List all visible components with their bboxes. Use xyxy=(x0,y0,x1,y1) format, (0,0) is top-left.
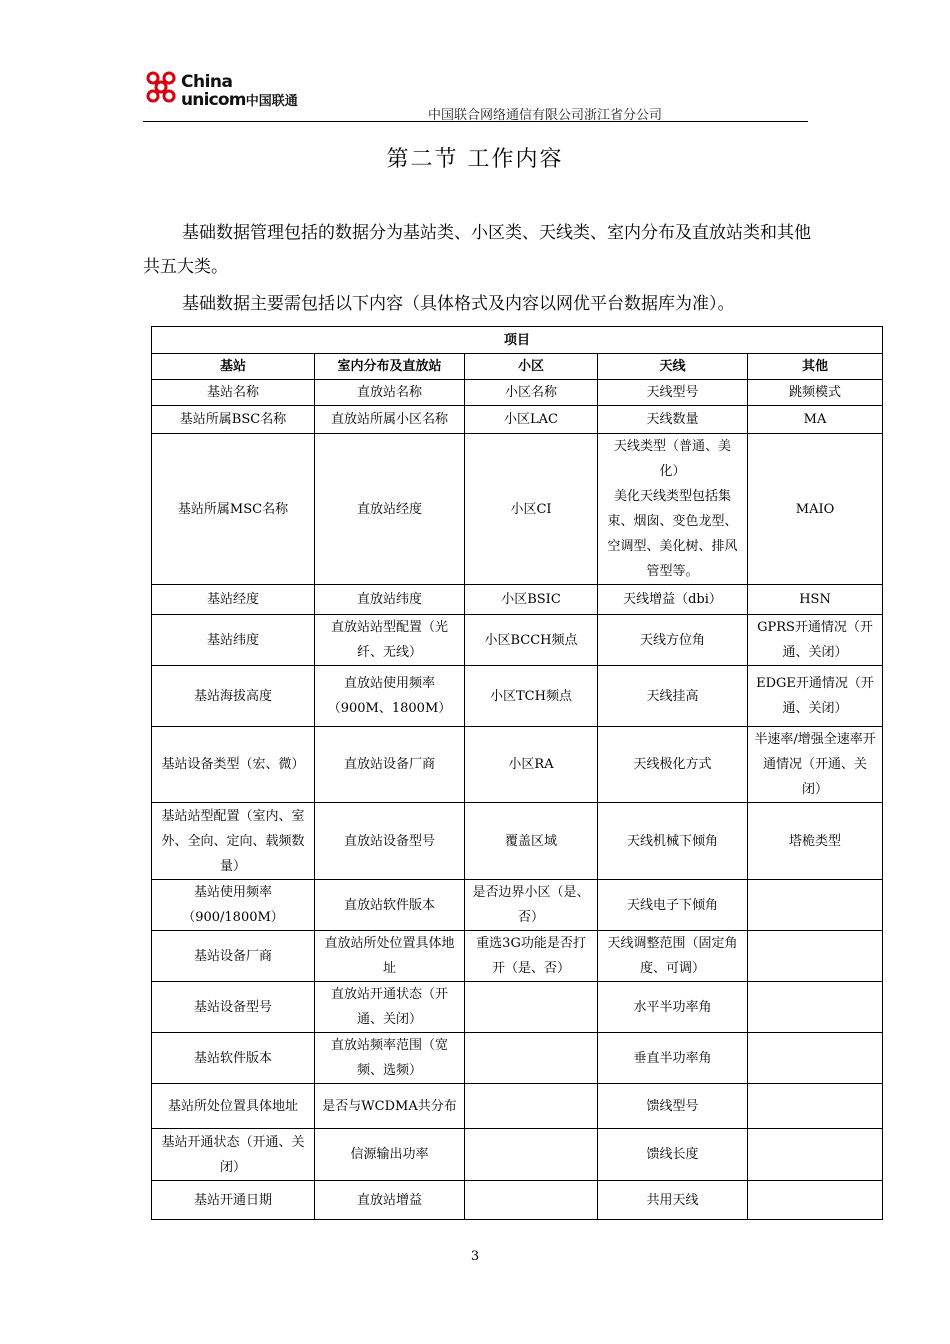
table-cell xyxy=(465,982,598,1033)
table-cell: HSN xyxy=(748,585,883,615)
table-cell: 基站设备厂商 xyxy=(152,931,315,982)
table-cell: 小区BSIC xyxy=(465,585,598,615)
table-cell: 直放站设备型号 xyxy=(315,803,465,880)
table-cell xyxy=(748,880,883,931)
table-cell: 直放站开通状态（开通、关闭） xyxy=(315,982,465,1033)
table-cell: 天线数量 xyxy=(598,406,748,434)
column-header: 小区 xyxy=(465,354,598,380)
table-cell: 基站开通状态（开通、关闭） xyxy=(152,1129,315,1181)
table-cell xyxy=(748,1084,883,1129)
table-cell xyxy=(465,1084,598,1129)
table-cell: 是否边界小区（是、否） xyxy=(465,880,598,931)
table-row xyxy=(152,1084,883,1129)
column-header: 基站 xyxy=(152,354,315,380)
table-cell: 基站站型配置（室内、室外、全向、定向、载频数量） xyxy=(152,803,315,880)
intro-paragraph-2: 基础数据主要需包括以下内容（具体格式及内容以网优平台数据库为准）。 xyxy=(182,294,735,314)
table-body xyxy=(152,380,883,1220)
table-cell: 基站软件版本 xyxy=(152,1033,315,1084)
unicom-knot-icon xyxy=(143,68,179,108)
company-name: 中国联合网络通信有限公司浙江省分公司 xyxy=(428,108,663,123)
table-cell: 小区TCH频点 xyxy=(465,666,598,727)
table-cell: 垂直半功率角 xyxy=(598,1033,748,1084)
table-cell: 共用天线 xyxy=(598,1181,748,1220)
logo-text-china: China xyxy=(181,72,233,92)
table-cell: 小区LAC xyxy=(465,406,598,434)
table-cell: 直放站所处位置具体地址 xyxy=(315,931,465,982)
table-cell: 水平半功率角 xyxy=(598,982,748,1033)
base-data-table xyxy=(151,326,883,1220)
logo-text-unicom-cn: 中国联通 xyxy=(245,94,298,109)
table-row xyxy=(152,727,883,803)
table-cell: 直放站纬度 xyxy=(315,585,465,615)
column-header: 室内分布及直放站 xyxy=(315,354,465,380)
table-cell: 小区名称 xyxy=(465,380,598,406)
table-cell xyxy=(465,1181,598,1220)
table-cell: 天线极化方式 xyxy=(598,727,748,803)
table-cell: 基站使用频率（900/1800M） xyxy=(152,880,315,931)
table-cell: 基站所属BSC名称 xyxy=(152,406,315,434)
table-cell xyxy=(748,1181,883,1220)
table-row xyxy=(152,880,883,931)
section-title: 第二节 工作内容 xyxy=(386,147,564,172)
table-cell: 基站所处位置具体地址 xyxy=(152,1084,315,1129)
table-cell xyxy=(748,1129,883,1181)
table-cell: 直放站站型配置（光纤、无线） xyxy=(315,615,465,666)
table-cell xyxy=(465,1129,598,1181)
column-header: 天线 xyxy=(598,354,748,380)
header-divider xyxy=(143,121,808,122)
table-cell: 基站设备型号 xyxy=(152,982,315,1033)
table-cell: 重选3G功能是否打开（是、否） xyxy=(465,931,598,982)
table-cell: 小区CI xyxy=(465,434,598,585)
table-cell: 跳频模式 xyxy=(748,380,883,406)
table-cell: 基站开通日期 xyxy=(152,1181,315,1220)
table-cell: 天线增益（dbi） xyxy=(598,585,748,615)
table-cell: 天线方位角 xyxy=(598,615,748,666)
logo-text-unicom xyxy=(181,90,298,110)
table-cell: 基站设备类型（宏、微） xyxy=(152,727,315,803)
table-cell: 基站所属MSC名称 xyxy=(152,434,315,585)
table-row xyxy=(152,803,883,880)
china-unicom-logo xyxy=(143,68,323,114)
table-cell xyxy=(748,1033,883,1084)
table-cell xyxy=(465,1033,598,1084)
table-cell: 直放站使用频率（900M、1800M） xyxy=(315,666,465,727)
table-row xyxy=(152,585,883,615)
table-cell: 基站名称 xyxy=(152,380,315,406)
table-cell: 塔桅类型 xyxy=(748,803,883,880)
table-row xyxy=(152,982,883,1033)
table-cell: 基站纬度 xyxy=(152,615,315,666)
table-row xyxy=(152,615,883,666)
table-cell: 馈线长度 xyxy=(598,1129,748,1181)
table-cell: 天线电子下倾角 xyxy=(598,880,748,931)
table-cell: EDGE开通情况（开通、关闭） xyxy=(748,666,883,727)
table-cell: 是否与WCDMA共分布 xyxy=(315,1084,465,1129)
table-cell: 直放站所属小区名称 xyxy=(315,406,465,434)
table-cell: 直放站经度 xyxy=(315,434,465,585)
table-cell: 直放站设备厂商 xyxy=(315,727,465,803)
table-cell: 天线挂高 xyxy=(598,666,748,727)
table-cell: 天线类型（普通、美化） 美化天线类型包括集束、烟囱、变色龙型、空调型、美化树、排风管型等。 xyxy=(598,434,748,585)
table-cell: 直放站软件版本 xyxy=(315,880,465,931)
table-row xyxy=(152,434,883,585)
table-cell: 半速率/增强全速率开通情况（开通、关闭） xyxy=(748,727,883,803)
table-cell: MA xyxy=(748,406,883,434)
column-header: 其他 xyxy=(748,354,883,380)
table-cell: 直放站名称 xyxy=(315,380,465,406)
table-row xyxy=(152,1181,883,1220)
table-row xyxy=(152,931,883,982)
table-row xyxy=(152,666,883,727)
table-cell: 小区BCCH频点 xyxy=(465,615,598,666)
table-cell: 基站经度 xyxy=(152,585,315,615)
intro-paragraph-1: 基础数据管理包括的数据分为基站类、小区类、天线类、室内分布及直放站类和其他共五大类。 xyxy=(143,223,811,277)
table-cell: 直放站频率范围（宽频、选频） xyxy=(315,1033,465,1084)
table-cell: 小区RA xyxy=(465,727,598,803)
logo-text-unicom-en: unicom xyxy=(181,90,246,110)
table-caption: 项目 xyxy=(152,327,883,354)
table-row xyxy=(152,380,883,406)
table-cell: 天线调整范围（固定角度、可调） xyxy=(598,931,748,982)
table-cell xyxy=(748,982,883,1033)
table-header-row xyxy=(152,354,883,380)
table-cell: 覆盖区域 xyxy=(465,803,598,880)
table-row xyxy=(152,1033,883,1084)
table-row xyxy=(152,406,883,434)
page-number: 3 xyxy=(470,1249,480,1264)
table-row xyxy=(152,1129,883,1181)
table-cell: 天线机械下倾角 xyxy=(598,803,748,880)
table-cell: 馈线型号 xyxy=(598,1084,748,1129)
table-cell: 直放站增益 xyxy=(315,1181,465,1220)
table-cell: GPRS开通情况（开通、关闭） xyxy=(748,615,883,666)
table-cell: 天线型号 xyxy=(598,380,748,406)
table-cell: 基站海拔高度 xyxy=(152,666,315,727)
table-cell xyxy=(748,931,883,982)
table-cell: MAIO xyxy=(748,434,883,585)
table-cell: 信源输出功率 xyxy=(315,1129,465,1181)
